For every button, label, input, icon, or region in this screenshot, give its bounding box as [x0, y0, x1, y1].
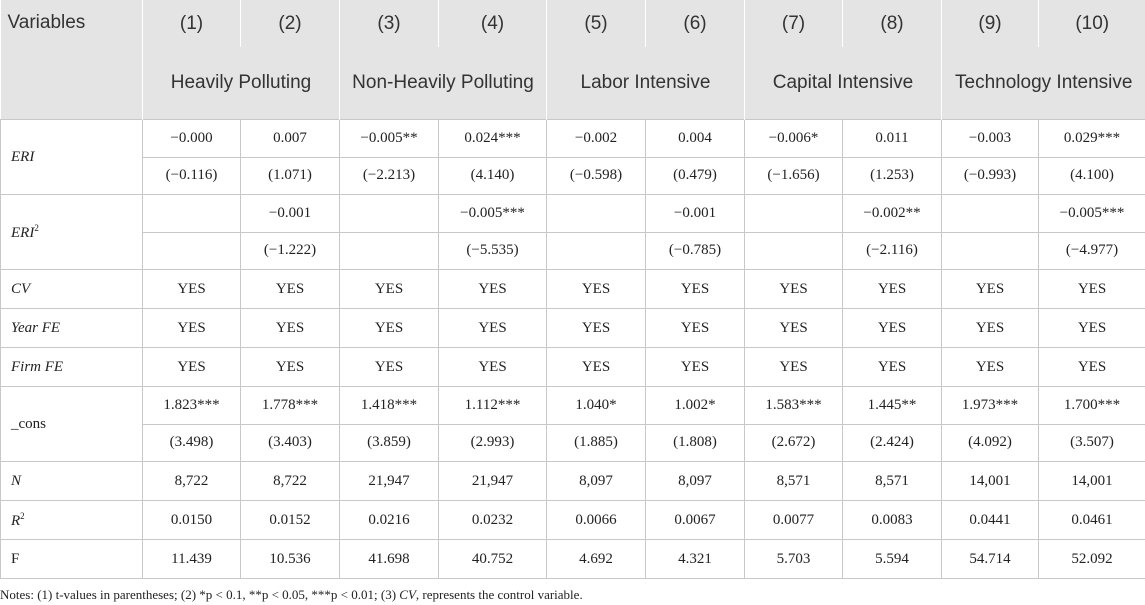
cell-cons-t: (3.403) — [241, 424, 340, 462]
row-eri2-t — [1, 232, 1145, 270]
cell-r2: 0.0441 — [942, 501, 1039, 540]
cell-eri2-t: (−5.535) — [439, 232, 547, 270]
table-header — [1, 0, 1145, 120]
cell-eri2-coef: −0.005*** — [1039, 195, 1145, 233]
cell-r2: 0.0232 — [439, 501, 547, 540]
row-cons-coef — [1, 387, 1145, 425]
cell-f: 4.692 — [547, 540, 646, 579]
cell-r2: 0.0077 — [745, 501, 843, 540]
cell-n: 8,722 — [241, 462, 340, 501]
cell-n: 21,947 — [340, 462, 439, 501]
row-label-r2 — [1, 501, 143, 540]
cell-r2: 0.0461 — [1039, 501, 1145, 540]
row-label-n: N — [1, 462, 143, 501]
cell-n: 8,571 — [843, 462, 942, 501]
cell-eri2-t: (−4.977) — [1039, 232, 1145, 270]
cell-firm-fe: YES — [1039, 348, 1145, 387]
col-number: (1) — [143, 0, 241, 47]
cell-eri2-t — [547, 232, 646, 270]
cell-eri-t: (4.100) — [1039, 157, 1145, 195]
cell-r2: 0.0216 — [340, 501, 439, 540]
cell-year-fe: YES — [340, 309, 439, 348]
cell-firm-fe: YES — [143, 348, 241, 387]
group-header-capital-intensive: Capital Intensive — [745, 47, 942, 120]
cell-cons-t: (2.424) — [843, 424, 942, 462]
cell-r2: 0.0150 — [143, 501, 241, 540]
cell-eri-t: (1.071) — [241, 157, 340, 195]
cell-eri-t: (−1.656) — [745, 157, 843, 195]
cell-year-fe: YES — [646, 309, 745, 348]
row-label-cons: _cons — [1, 387, 143, 462]
cell-year-fe: YES — [143, 309, 241, 348]
cell-eri2-coef — [340, 195, 439, 233]
col-number: (9) — [942, 0, 1039, 47]
cell-r2: 0.0066 — [547, 501, 646, 540]
cell-year-fe: YES — [745, 309, 843, 348]
cell-eri2-t: (−2.116) — [843, 232, 942, 270]
r2-superscript: 2 — [20, 510, 25, 521]
cell-eri2-coef: −0.001 — [646, 195, 745, 233]
row-eri-t — [1, 157, 1145, 195]
cell-r2: 0.0083 — [843, 501, 942, 540]
row-year-fe — [1, 309, 1145, 348]
row-f — [1, 540, 1145, 579]
cell-eri-coef: −0.003 — [942, 120, 1039, 158]
variables-header: Variables — [1, 0, 143, 120]
header-row-numbers — [1, 0, 1145, 47]
cell-cons-coef: 1.040* — [547, 387, 646, 425]
cell-cons-t: (2.993) — [439, 424, 547, 462]
cell-r2: 0.0152 — [241, 501, 340, 540]
cell-cv: YES — [241, 270, 340, 309]
cell-cons-coef: 1.418*** — [340, 387, 439, 425]
col-number: (2) — [241, 0, 340, 47]
cell-eri2-t — [745, 232, 843, 270]
cell-year-fe: YES — [547, 309, 646, 348]
cell-cv: YES — [646, 270, 745, 309]
cell-cons-t: (3.498) — [143, 424, 241, 462]
cell-eri-t: (0.479) — [646, 157, 745, 195]
group-header-heavily-polluting: Heavily Polluting — [143, 47, 340, 120]
cell-cv: YES — [843, 270, 942, 309]
group-header-labor-intensive: Labor Intensive — [547, 47, 745, 120]
cell-f: 5.594 — [843, 540, 942, 579]
cell-eri2-coef: −0.005*** — [439, 195, 547, 233]
cell-cons-t: (1.808) — [646, 424, 745, 462]
cell-f: 11.439 — [143, 540, 241, 579]
cell-cons-coef: 1.002* — [646, 387, 745, 425]
cell-year-fe: YES — [439, 309, 547, 348]
col-number: (6) — [646, 0, 745, 47]
cell-cons-t: (1.885) — [547, 424, 646, 462]
row-label-f: F — [1, 540, 143, 579]
cell-n: 8,571 — [745, 462, 843, 501]
table-notes — [0, 587, 583, 603]
cell-n: 14,001 — [1039, 462, 1145, 501]
cell-cons-t: (4.092) — [942, 424, 1039, 462]
cell-eri2-coef — [745, 195, 843, 233]
cell-cv: YES — [439, 270, 547, 309]
notes-cv: CV — [399, 587, 416, 602]
cell-eri-t: (−0.116) — [143, 157, 241, 195]
cell-year-fe: YES — [241, 309, 340, 348]
row-cv — [1, 270, 1145, 309]
cell-f: 54.714 — [942, 540, 1039, 579]
cell-cv: YES — [745, 270, 843, 309]
cell-eri-t: (1.253) — [843, 157, 942, 195]
cell-cv: YES — [143, 270, 241, 309]
col-number: (7) — [745, 0, 843, 47]
row-eri2-coef — [1, 195, 1145, 233]
header-row-groups — [1, 47, 1145, 120]
row-eri-coef — [1, 120, 1145, 158]
cell-eri-coef: 0.029*** — [1039, 120, 1145, 158]
notes-part1: Notes: (1) t-values in parentheses; (2) *p < 0.1, **p < 0.05, ***p < 0.01; (3) — [0, 587, 400, 602]
col-number: (4) — [439, 0, 547, 47]
col-number: (8) — [843, 0, 942, 47]
cell-firm-fe: YES — [843, 348, 942, 387]
cell-eri2-coef — [547, 195, 646, 233]
cell-eri-t: (−0.598) — [547, 157, 646, 195]
row-label-eri2 — [1, 195, 143, 270]
cell-eri2-t — [340, 232, 439, 270]
cell-eri2-t: (−0.785) — [646, 232, 745, 270]
cell-cons-coef: 1.973*** — [942, 387, 1039, 425]
cell-eri-t: (−0.993) — [942, 157, 1039, 195]
cell-cv: YES — [1039, 270, 1145, 309]
cell-firm-fe: YES — [745, 348, 843, 387]
cell-n: 14,001 — [942, 462, 1039, 501]
cell-year-fe: YES — [1039, 309, 1145, 348]
cell-n: 8,097 — [547, 462, 646, 501]
cell-eri-coef: −0.006* — [745, 120, 843, 158]
cell-cons-t: (3.859) — [340, 424, 439, 462]
cell-cv: YES — [340, 270, 439, 309]
col-number: (5) — [547, 0, 646, 47]
row-label-year-fe: Year FE — [1, 309, 143, 348]
cell-eri-coef: 0.011 — [843, 120, 942, 158]
cell-cons-coef: 1.778*** — [241, 387, 340, 425]
cell-eri2-t — [143, 232, 241, 270]
cell-f: 10.536 — [241, 540, 340, 579]
cell-f: 5.703 — [745, 540, 843, 579]
cell-eri-coef: 0.004 — [646, 120, 745, 158]
cell-eri-coef: −0.005** — [340, 120, 439, 158]
row-cons-t — [1, 424, 1145, 462]
eri2-superscript: 2 — [34, 222, 39, 233]
cell-firm-fe: YES — [241, 348, 340, 387]
cell-eri2-coef: −0.001 — [241, 195, 340, 233]
cell-eri2-coef — [942, 195, 1039, 233]
cell-f: 41.698 — [340, 540, 439, 579]
cell-cv: YES — [547, 270, 646, 309]
col-number: (10) — [1039, 0, 1145, 47]
cell-eri2-t — [942, 232, 1039, 270]
cell-cons-coef: 1.112*** — [439, 387, 547, 425]
cell-cv: YES — [942, 270, 1039, 309]
cell-eri-coef: −0.002 — [547, 120, 646, 158]
cell-cons-coef: 1.700*** — [1039, 387, 1145, 425]
cell-n: 8,097 — [646, 462, 745, 501]
row-label-firm-fe: Firm FE — [1, 348, 143, 387]
notes-part2: , represents the control variable. — [415, 587, 583, 602]
cell-cons-t: (3.507) — [1039, 424, 1145, 462]
row-label-eri: ERI — [1, 120, 143, 195]
cell-n: 8,722 — [143, 462, 241, 501]
cell-cons-coef: 1.583*** — [745, 387, 843, 425]
cell-eri-coef: 0.007 — [241, 120, 340, 158]
col-number: (3) — [340, 0, 439, 47]
cell-eri-coef: −0.000 — [143, 120, 241, 158]
row-n — [1, 462, 1145, 501]
cell-r2: 0.0067 — [646, 501, 745, 540]
cell-firm-fe: YES — [942, 348, 1039, 387]
group-header-non-heavily-polluting: Non-Heavily Polluting — [340, 47, 547, 120]
eri2-label-text: ERI — [11, 224, 35, 241]
cell-year-fe: YES — [942, 309, 1039, 348]
cell-eri-t: (4.140) — [439, 157, 547, 195]
r2-label-text: R — [11, 512, 21, 529]
cell-eri-t: (−2.213) — [340, 157, 439, 195]
cell-f: 4.321 — [646, 540, 745, 579]
cell-eri2-t: (−1.222) — [241, 232, 340, 270]
cell-firm-fe: YES — [646, 348, 745, 387]
cell-cons-t: (2.672) — [745, 424, 843, 462]
cell-year-fe: YES — [843, 309, 942, 348]
cell-n: 21,947 — [439, 462, 547, 501]
cell-firm-fe: YES — [340, 348, 439, 387]
cell-cons-coef: 1.823*** — [143, 387, 241, 425]
cell-f: 52.092 — [1039, 540, 1145, 579]
cell-f: 40.752 — [439, 540, 547, 579]
group-header-technology-intensive: Technology Intensive — [942, 47, 1145, 120]
cell-eri2-coef: −0.002** — [843, 195, 942, 233]
cell-eri2-coef — [143, 195, 241, 233]
cell-eri-coef: 0.024*** — [439, 120, 547, 158]
cell-firm-fe: YES — [439, 348, 547, 387]
table-body — [1, 120, 1145, 579]
row-firm-fe — [1, 348, 1145, 387]
cell-cons-coef: 1.445** — [843, 387, 942, 425]
row-label-cv: CV — [1, 270, 143, 309]
row-r2 — [1, 501, 1145, 540]
cell-firm-fe: YES — [547, 348, 646, 387]
